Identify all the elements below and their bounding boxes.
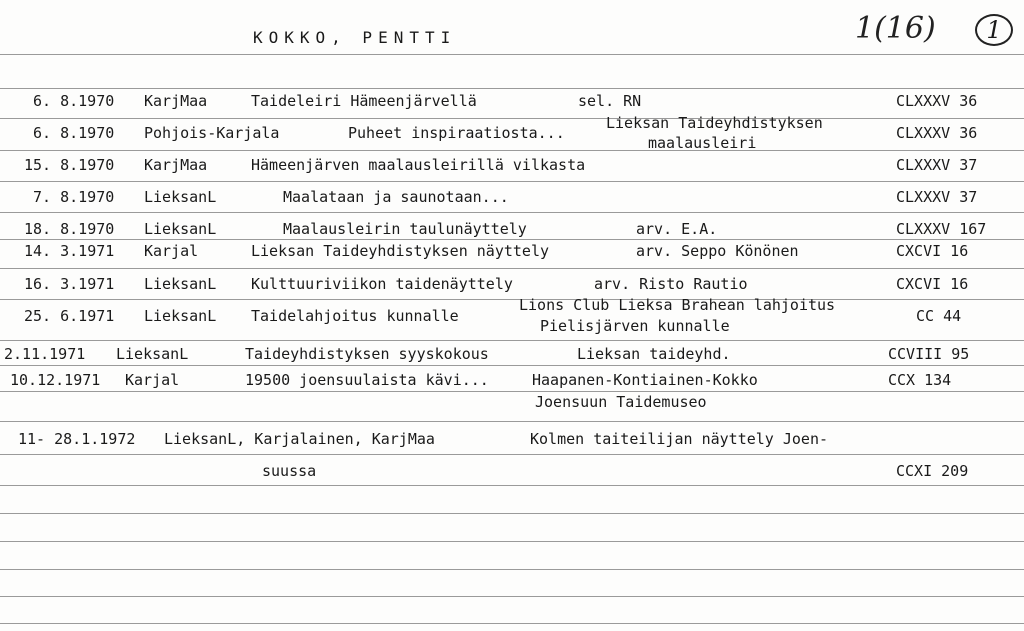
- ruled-line: [0, 268, 1024, 269]
- entry-source: Karjal: [144, 242, 199, 260]
- entry-note: sel. RN: [578, 92, 642, 110]
- ruled-line: [0, 569, 1024, 570]
- entry-date: 2.11.1971: [4, 345, 86, 363]
- entry-note-line2: Joensuun Taidemuseo: [535, 393, 707, 411]
- entry-title: 19500 joensuulaista kävi...: [245, 371, 489, 389]
- entry-date: 6. 8.1970: [33, 92, 115, 110]
- page-mark: 1(16): [855, 11, 936, 46]
- ruled-line: [0, 299, 1024, 300]
- ruled-line: [0, 181, 1024, 182]
- ruled-line: [0, 454, 1024, 455]
- entry-title: Taideyhdistyksen syyskokous: [245, 345, 489, 363]
- entry-ref: CLXXXV 37: [896, 156, 978, 174]
- ruled-line: [0, 212, 1024, 213]
- entry-note: arv. Risto Rautio: [594, 275, 748, 293]
- entry-title-line1: Kolmen taiteilijan näyttely Joen-: [530, 430, 829, 448]
- ruled-line: [0, 88, 1024, 89]
- entry-ref: CC 44: [916, 307, 962, 325]
- entry-ref: CLXXXV 37: [896, 188, 978, 206]
- entry-note: arv. Seppo Könönen: [636, 242, 799, 260]
- ruled-line: [0, 118, 1024, 119]
- entry-source: LieksanL: [144, 275, 217, 293]
- entry-ref: CCX 134: [888, 371, 952, 389]
- entry-source: LieksanL: [144, 188, 217, 206]
- circled-number-text: 1: [986, 16, 1002, 44]
- entry-note: arv. E.A.: [636, 220, 718, 238]
- entry-source: Pohjois-Karjala: [144, 124, 280, 142]
- entry-title: Kulttuuriviikon taidenäyttely: [251, 275, 513, 293]
- ruled-line: [0, 365, 1024, 366]
- entry-source: LieksanL: [144, 220, 217, 238]
- person-name: KOKKO, PENTTI: [253, 28, 457, 47]
- entry-title: Maalataan ja saunotaan...: [283, 188, 509, 206]
- entry-title: Puheet inspiraatiosta...: [348, 124, 565, 142]
- entry-source: LieksanL: [144, 307, 217, 325]
- circled-number: [975, 14, 1013, 46]
- entry-ref: CLXXXV 167: [896, 220, 987, 238]
- entry-ref: CXCVI 16: [896, 275, 969, 293]
- entry-note-line2: Pielisjärven kunnalle: [540, 317, 730, 335]
- ruled-line: [0, 391, 1024, 392]
- entry-source: LieksanL: [116, 345, 189, 363]
- entry-source: Karjal: [125, 371, 180, 389]
- entry-date: 15. 8.1970: [24, 156, 115, 174]
- ruled-line: [0, 541, 1024, 542]
- entry-date: 18. 8.1970: [24, 220, 115, 238]
- ruled-line: [0, 596, 1024, 597]
- entry-date: 7. 8.1970: [33, 188, 115, 206]
- entry-date: 6. 8.1970: [33, 124, 115, 142]
- entry-ref: CLXXXV 36: [896, 124, 978, 142]
- entry-ref: CCVIII 95: [888, 345, 970, 363]
- entry-title: Lieksan Taideyhdistyksen näyttely: [251, 242, 550, 260]
- entry-date: 10.12.1971: [10, 371, 101, 389]
- entry-title: Maalausleirin taulunäyttely: [283, 220, 527, 238]
- ruled-line: [0, 54, 1024, 55]
- entry-source: KarjMaa: [144, 156, 208, 174]
- ruled-line: [0, 485, 1024, 486]
- entry-title: Hämeenjärven maalausleirillä vilkasta: [251, 156, 586, 174]
- ruled-line: [0, 421, 1024, 422]
- ruled-line: [0, 623, 1024, 624]
- entry-note-line1: Haapanen-Kontiainen-Kokko: [532, 371, 758, 389]
- entry-note-line1: Lieksan Taideyhdistyksen: [606, 114, 823, 132]
- entry-title-line2: suussa: [262, 462, 317, 480]
- entry-note-line1: Lions Club Lieksa Brahean lahjoitus: [519, 296, 836, 314]
- ruled-line: [0, 239, 1024, 240]
- entry-date: 25. 6.1971: [24, 307, 115, 325]
- entry-title: Taideleiri Hämeenjärvellä: [251, 92, 477, 110]
- entry-date: 16. 3.1971: [24, 275, 115, 293]
- entry-date: 11- 28.1.1972: [18, 430, 136, 448]
- entry-source: KarjMaa: [144, 92, 208, 110]
- ruled-line: [0, 150, 1024, 151]
- entry-source: LieksanL, Karjalainen, KarjMaa: [164, 430, 435, 448]
- entry-note: Lieksan taideyhd.: [577, 345, 731, 363]
- entry-ref: CCXI 209: [896, 462, 969, 480]
- entry-ref: CLXXXV 36: [896, 92, 978, 110]
- entry-note-line2: maalausleiri: [648, 134, 757, 152]
- entry-ref: CXCVI 16: [896, 242, 969, 260]
- ruled-line: [0, 513, 1024, 514]
- entry-title: Taidelahjoitus kunnalle: [251, 307, 459, 325]
- ruled-line: [0, 340, 1024, 341]
- entry-date: 14. 3.1971: [24, 242, 115, 260]
